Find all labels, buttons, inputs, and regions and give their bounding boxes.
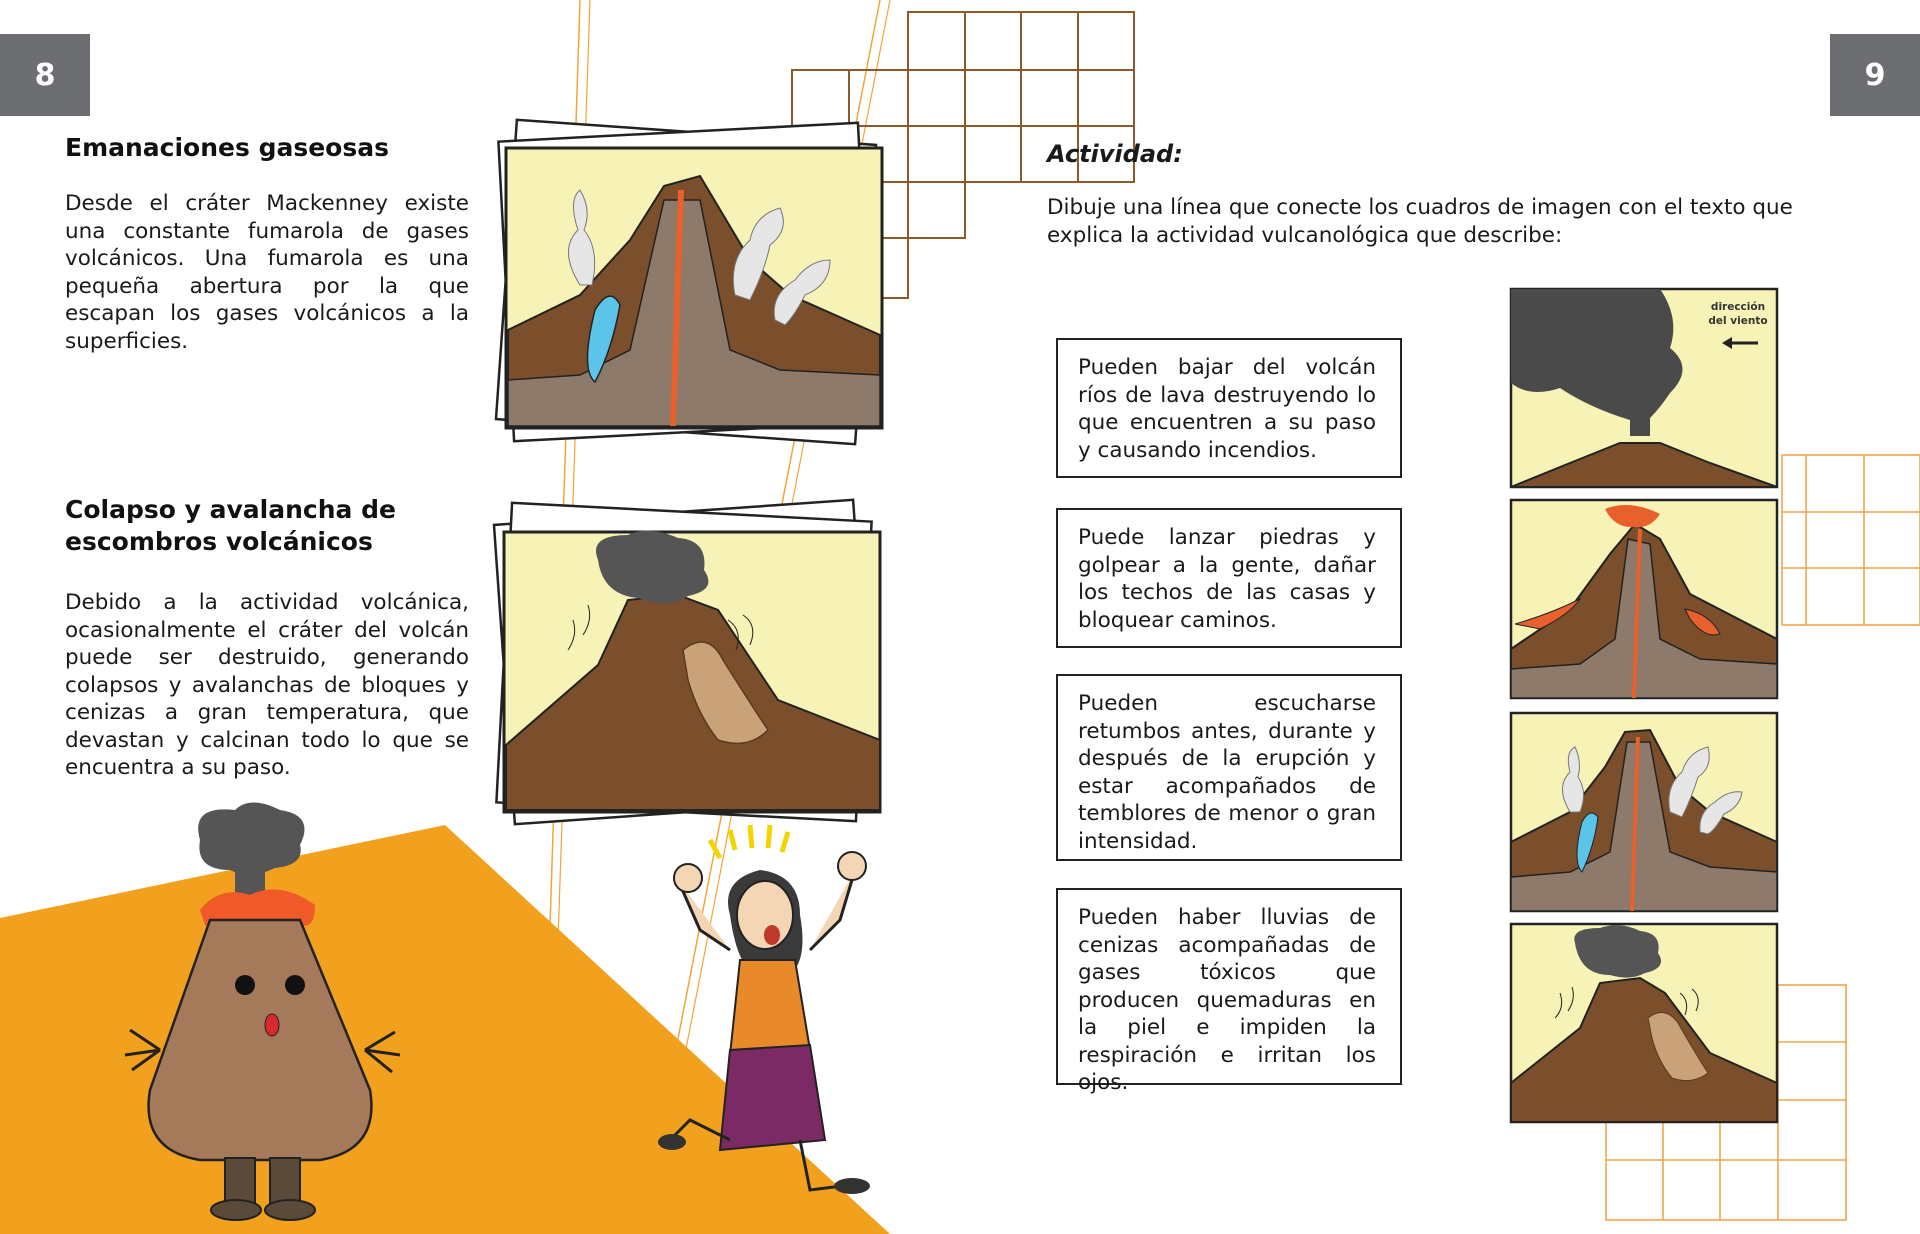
page-number-right: 9 bbox=[1830, 34, 1920, 116]
collapse-illustration bbox=[478, 500, 898, 840]
activity-text-box-3[interactable]: Pueden escucharse retumbos antes, durante y después de la erupción y estar acompañados de temblores de menor o gran intensidad. bbox=[1056, 674, 1402, 861]
activity-image-collapse[interactable] bbox=[1510, 923, 1778, 1123]
activity-text-box-2[interactable]: Puede lanzar piedras y golpear a la gente, dañar los techos de las casas y bloquear caminos. bbox=[1056, 508, 1402, 648]
wind-label-line2: del viento bbox=[1708, 315, 1768, 327]
section2-title-line1: Colapso y avalancha de bbox=[65, 495, 396, 524]
activity-image-lava[interactable] bbox=[1510, 499, 1778, 699]
activity-image-fumarole[interactable] bbox=[1510, 712, 1778, 912]
fumarole-illustration bbox=[480, 120, 900, 460]
activity-image-ash-cloud[interactable] bbox=[1510, 288, 1778, 488]
activity-text-box-4[interactable]: Pueden haber lluvias de cenizas acompañadas de gases tóxicos que producen quemaduras en la piel e impiden la respiración e irritan los ojos. bbox=[1056, 888, 1402, 1085]
volcano-mascot-illustration bbox=[140, 800, 400, 1220]
scared-woman-illustration bbox=[660, 820, 920, 1220]
activity-instructions: Dibuje una línea que conecte los cuadros de imagen con el texto que explica la actividad vulcanológica que describe: bbox=[1047, 195, 1793, 248]
section2-body: Debido a la actividad volcánica, ocasionalmente el cráter del volcán puede ser destruido, generando colapsos y avalanchas de bloques y cenizas a gran temperatura, que devastan y calcinan todo lo que se encuentra a su paso. bbox=[65, 590, 469, 780]
section1-body: Desde el cráter Mackenney existe una constante fumarola de gases volcánicos. Una fumarola es una pequeña abertura por la que escapan los gases volcánicos a la superficies. bbox=[65, 191, 469, 354]
section1-title: Emanaciones gaseosas bbox=[65, 133, 389, 162]
section2-title bbox=[65, 494, 396, 558]
activity-title: Actividad: bbox=[1047, 140, 1183, 168]
activity-text-box-1[interactable]: Pueden bajar del volcán ríos de lava destruyendo lo que encuentren a su paso y causando incendios. bbox=[1056, 338, 1402, 478]
wind-label-line1: dirección bbox=[1710, 301, 1766, 313]
section2-title-line2: escombros volcánicos bbox=[65, 527, 373, 556]
page-number-left: 8 bbox=[0, 34, 90, 116]
